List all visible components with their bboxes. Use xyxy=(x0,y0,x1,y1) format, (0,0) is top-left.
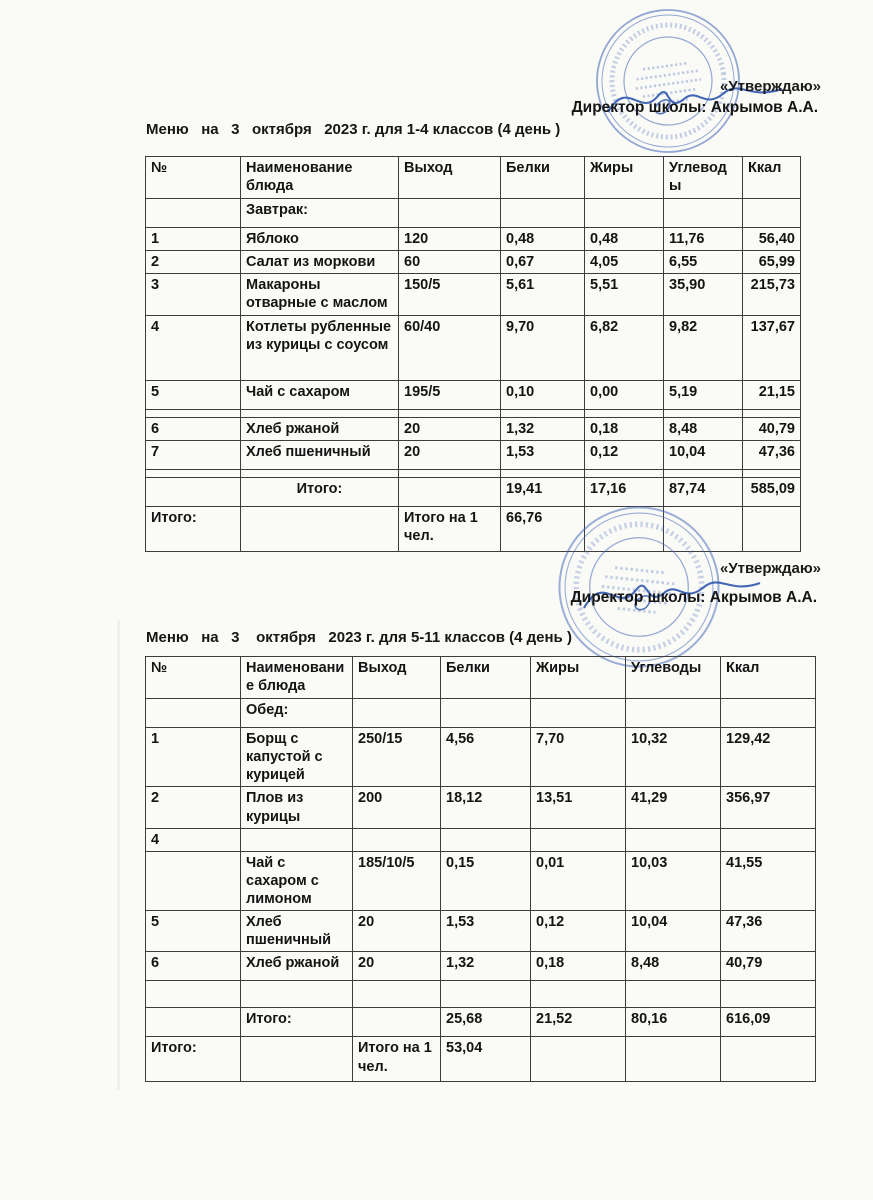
table-cell: 4 xyxy=(146,315,241,380)
table-cell: 66,76 xyxy=(501,506,585,551)
table-cell: Плов из курицы xyxy=(241,787,353,828)
table-cell xyxy=(241,469,399,477)
table-cell xyxy=(146,699,241,728)
table-cell: 40,79 xyxy=(721,952,816,981)
table-row xyxy=(146,911,816,952)
table-cell xyxy=(146,199,241,228)
table-cell xyxy=(585,199,664,228)
table-cell: 1,53 xyxy=(501,440,585,469)
table-cell: 200 xyxy=(353,787,441,828)
approval-label: «Утверждаю» xyxy=(719,560,821,577)
scan-artifact xyxy=(117,620,120,1090)
table-cell: 13,51 xyxy=(531,787,626,828)
table-cell: Хлеб ржаной xyxy=(241,952,353,981)
table-cell: 35,90 xyxy=(664,274,743,315)
table-cell: 10,04 xyxy=(626,911,721,952)
table-cell: 11,76 xyxy=(664,228,743,251)
table-cell xyxy=(441,981,531,1008)
table-cell: 6,82 xyxy=(585,315,664,380)
table-cell: 10,32 xyxy=(626,728,721,787)
table-cell: 6 xyxy=(146,952,241,981)
table-cell xyxy=(146,409,241,417)
menu-table-grades-5-11 xyxy=(145,656,816,1082)
table-cell: 0,48 xyxy=(585,228,664,251)
table-cell: 1 xyxy=(146,228,241,251)
column-header: Ккал xyxy=(721,657,816,699)
table-row xyxy=(146,981,816,1008)
table-cell: Итого: xyxy=(241,1008,353,1037)
approval-label: «Утверждаю» xyxy=(719,78,821,95)
menu-title-grades-1-4: Меню на 3 октября 2023 г. для 1-4 классов (4 день ) xyxy=(146,121,561,138)
table-row xyxy=(146,952,816,981)
table-cell: 150/5 xyxy=(399,274,501,315)
table-row xyxy=(146,228,801,251)
director-label: Директор школы: Акрымов А.А. xyxy=(570,589,817,606)
table-cell: 5,61 xyxy=(501,274,585,315)
column-header: Наименование блюда xyxy=(241,157,399,199)
table-cell: 585,09 xyxy=(743,477,801,506)
table-cell: 21,52 xyxy=(531,1008,626,1037)
table-cell: Салат из моркови xyxy=(241,251,399,274)
table-cell: 60 xyxy=(399,251,501,274)
table-cell xyxy=(501,469,585,477)
table-cell: 60/40 xyxy=(399,315,501,380)
table-cell: 21,15 xyxy=(743,380,801,409)
table-cell: 41,55 xyxy=(721,851,816,910)
column-header: Выход xyxy=(399,157,501,199)
table-cell: 5,19 xyxy=(664,380,743,409)
table-row xyxy=(146,409,801,417)
table-cell: 8,48 xyxy=(664,417,743,440)
table-cell xyxy=(399,199,501,228)
table-cell: 47,36 xyxy=(721,911,816,952)
table-cell: 0,12 xyxy=(585,440,664,469)
table-row xyxy=(146,477,801,506)
table-cell xyxy=(241,1037,353,1082)
table-cell: 250/15 xyxy=(353,728,441,787)
column-header: Белки xyxy=(441,657,531,699)
table-cell xyxy=(241,409,399,417)
table-cell: 56,40 xyxy=(743,228,801,251)
table-cell xyxy=(664,469,743,477)
table-row xyxy=(146,251,801,274)
table-cell xyxy=(743,199,801,228)
table-cell: 0,18 xyxy=(531,952,626,981)
table-cell: 40,79 xyxy=(743,417,801,440)
table-cell: 4 xyxy=(146,828,241,851)
table-row xyxy=(146,787,816,828)
table-cell: Итого: xyxy=(146,506,241,551)
table-cell xyxy=(626,699,721,728)
table-cell: 17,16 xyxy=(585,477,664,506)
table-row xyxy=(146,851,816,910)
table-cell xyxy=(441,699,531,728)
table-cell: 3 xyxy=(146,274,241,315)
table-cell xyxy=(399,409,501,417)
table-row xyxy=(146,828,816,851)
table-cell: Чай с сахаром xyxy=(241,380,399,409)
table-header-row xyxy=(146,157,801,199)
table-cell: Хлеб ржаной xyxy=(241,417,399,440)
menu-table-grades-1-4 xyxy=(145,156,801,552)
table-cell: Итого: xyxy=(146,1037,241,1082)
table-row xyxy=(146,728,816,787)
table-cell: 0,67 xyxy=(501,251,585,274)
table-cell: 20 xyxy=(353,952,441,981)
table-row xyxy=(146,199,801,228)
column-header: Углеводы xyxy=(626,657,721,699)
table-cell: 0,00 xyxy=(585,380,664,409)
table-cell xyxy=(241,506,399,551)
table-cell xyxy=(664,409,743,417)
table-cell: 6 xyxy=(146,417,241,440)
table-cell: 215,73 xyxy=(743,274,801,315)
table-cell xyxy=(353,828,441,851)
table-cell xyxy=(664,199,743,228)
table-cell: 0,01 xyxy=(531,851,626,910)
table-cell xyxy=(146,1008,241,1037)
table-cell: 0,15 xyxy=(441,851,531,910)
table-cell: 1,32 xyxy=(501,417,585,440)
table-row xyxy=(146,380,801,409)
table-cell xyxy=(626,981,721,1008)
table-cell xyxy=(441,828,531,851)
table-cell: 87,74 xyxy=(664,477,743,506)
table-cell: 5 xyxy=(146,911,241,952)
table-cell: 0,12 xyxy=(531,911,626,952)
table-cell: 0,10 xyxy=(501,380,585,409)
table-cell xyxy=(743,469,801,477)
table-cell xyxy=(531,1037,626,1082)
table-cell xyxy=(531,699,626,728)
table-cell: 2 xyxy=(146,787,241,828)
table-cell: 7,70 xyxy=(531,728,626,787)
table-cell xyxy=(146,981,241,1008)
table-cell xyxy=(501,199,585,228)
table-cell xyxy=(585,469,664,477)
table-cell: 1,53 xyxy=(441,911,531,952)
table-cell: 8,48 xyxy=(626,952,721,981)
table-cell: 4,56 xyxy=(441,728,531,787)
table-header-row xyxy=(146,657,816,699)
table-cell xyxy=(353,1008,441,1037)
menu-title-grades-5-11: Меню на 3 октября 2023 г. для 5-11 классов (4 день ) xyxy=(146,629,572,646)
table-row xyxy=(146,1008,816,1037)
table-cell xyxy=(626,1037,721,1082)
table-row xyxy=(146,699,816,728)
table-cell: 6,55 xyxy=(664,251,743,274)
table-cell xyxy=(146,469,241,477)
table-row xyxy=(146,417,801,440)
table-cell: 80,16 xyxy=(626,1008,721,1037)
table-cell: Итого на 1 чел. xyxy=(353,1037,441,1082)
column-header: № xyxy=(146,657,241,699)
table-cell: 10,04 xyxy=(664,440,743,469)
table-cell xyxy=(743,506,801,551)
table-cell: 129,42 xyxy=(721,728,816,787)
table-cell: 1 xyxy=(146,728,241,787)
table-cell xyxy=(721,828,816,851)
table-cell: 20 xyxy=(353,911,441,952)
table-cell: 2 xyxy=(146,251,241,274)
table-cell: Итого: xyxy=(241,477,399,506)
column-header: Жиры xyxy=(585,157,664,199)
table-cell: Борщ с капустой с курицей xyxy=(241,728,353,787)
table-cell xyxy=(721,699,816,728)
table-cell xyxy=(399,469,501,477)
column-header: Жиры xyxy=(531,657,626,699)
table-cell: 20 xyxy=(399,440,501,469)
table-row xyxy=(146,469,801,477)
table-cell: 19,41 xyxy=(501,477,585,506)
table-cell: 356,97 xyxy=(721,787,816,828)
table-cell xyxy=(241,828,353,851)
table-cell: 41,29 xyxy=(626,787,721,828)
table-row xyxy=(146,440,801,469)
table-cell: 0,48 xyxy=(501,228,585,251)
table-cell xyxy=(721,1037,816,1082)
table-cell xyxy=(146,851,241,910)
table-cell: 25,68 xyxy=(441,1008,531,1037)
table-cell: 616,09 xyxy=(721,1008,816,1037)
table-cell xyxy=(743,409,801,417)
table-cell: Обед: xyxy=(241,699,353,728)
table-cell: Хлеб пшеничный xyxy=(241,911,353,952)
table-cell: 195/5 xyxy=(399,380,501,409)
table-cell: Котлеты рубленные из курицы с соусом xyxy=(241,315,399,380)
column-header: Белки xyxy=(501,157,585,199)
table-cell: 65,99 xyxy=(743,251,801,274)
column-header: Наименование блюда xyxy=(241,657,353,699)
table-row xyxy=(146,274,801,315)
table-cell: 47,36 xyxy=(743,440,801,469)
table-cell: 10,03 xyxy=(626,851,721,910)
table-cell xyxy=(721,981,816,1008)
table-row xyxy=(146,315,801,380)
table-cell: Итого на 1 чел. xyxy=(399,506,501,551)
table-cell: 53,04 xyxy=(441,1037,531,1082)
table-cell: 120 xyxy=(399,228,501,251)
column-header: Ккал xyxy=(743,157,801,199)
table-cell: 5,51 xyxy=(585,274,664,315)
table-cell xyxy=(146,477,241,506)
table-row xyxy=(146,1037,816,1082)
director-label: Директор школы: Акрымов А.А. xyxy=(571,99,818,116)
table-cell xyxy=(353,981,441,1008)
table-cell xyxy=(399,477,501,506)
table-cell xyxy=(353,699,441,728)
table-cell: 18,12 xyxy=(441,787,531,828)
table-cell: 5 xyxy=(146,380,241,409)
table-cell xyxy=(531,981,626,1008)
table-cell: 137,67 xyxy=(743,315,801,380)
table-cell: Завтрак: xyxy=(241,199,399,228)
column-header: Углеводы xyxy=(664,157,743,199)
table-cell: Хлеб пшеничный xyxy=(241,440,399,469)
table-cell: Чай с сахаром с лимоном xyxy=(241,851,353,910)
table-cell: 9,70 xyxy=(501,315,585,380)
table-cell: 9,82 xyxy=(664,315,743,380)
column-header: Выход xyxy=(353,657,441,699)
table-cell: 20 xyxy=(399,417,501,440)
table-cell xyxy=(241,981,353,1008)
table-cell xyxy=(531,828,626,851)
table-cell: 4,05 xyxy=(585,251,664,274)
table-cell xyxy=(585,409,664,417)
table-cell: Яблоко xyxy=(241,228,399,251)
table-cell xyxy=(626,828,721,851)
table-cell: 0,18 xyxy=(585,417,664,440)
column-header: № xyxy=(146,157,241,199)
table-cell: 7 xyxy=(146,440,241,469)
table-cell: 1,32 xyxy=(441,952,531,981)
table-cell: Макароны отварные с маслом xyxy=(241,274,399,315)
table-cell xyxy=(501,409,585,417)
table-cell: 185/10/5 xyxy=(353,851,441,910)
